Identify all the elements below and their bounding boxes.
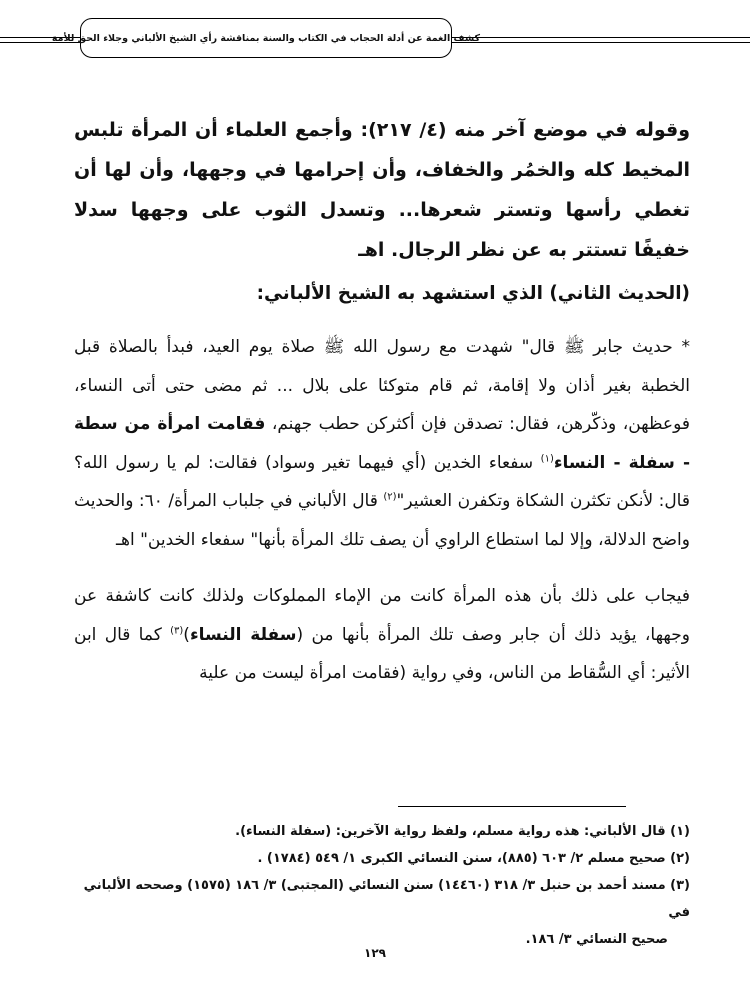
paragraph-hadith [74, 328, 690, 559]
book-title: كشف الغمة عن أدلة الحجاب في الكتاب والسنة بمناقشة رأي الشيخ الألباني وجلاء الحق للأمة [51, 32, 481, 44]
response-text-2: ) [183, 624, 190, 645]
header-rule-right [452, 37, 750, 38]
footnote-3: (٣) مسند أحمد بن حنبل ٣/ ٣١٨ (١٤٤٦٠) سنن النسائي (المجتبى) ٣/ ١٨٦ (١٥٧٥) وصححه الألباني في [83, 878, 690, 920]
main-text [74, 110, 690, 693]
footnote-ref-2[interactable]: (٢) [383, 491, 397, 503]
running-header [51, 18, 481, 58]
paragraph-response [74, 577, 690, 693]
paragraph-quote: وقوله في موضع آخر منه (٤/ ٢١٧): وأجمع العلماء أن المرأة تلبس المخيط كله والخمُر والخفاف، وأن إحرامها في وجهها، وأن لها أن تغطي رأسها وتستر شعرها... وتسدل الثوب على وجهها سدلا خفيفًا تستتر به عن نظر الرجال. اهـ [74, 119, 691, 261]
hadith-bold: فقامت امرأة من سطة - سفلة - النساء [74, 414, 690, 473]
page-number: ١٢٩ [364, 946, 386, 960]
header-rule-right-thin [452, 42, 750, 43]
hadith-text-1: * حديث جابر ﷺ قال" شهدت مع رسول الله ﷺ صلاة يوم العيد، فبدأ بالصلاة قبل الخطبة بغير أذان ولا إقامة، ثم قام متوكئا على بلال ... ثم مضى حتى أتى النساء، فوعظهن، وذكّرهن، فقال: تصدقن فإن أكثركن حطب جهنم، [74, 337, 690, 434]
footnotes [74, 818, 690, 953]
response-text-3: كما قال ابن الأثير: أي السُّقاط من الناس، وفي رواية (فقامت امرأة ليست من علية [74, 624, 690, 683]
footnote-2: (٢) صحيح مسلم ٢/ ٦٠٣ (٨٨٥)، سنن النسائي الكبرى ١/ ٥٤٩ (١٧٨٤) . [257, 851, 690, 866]
footnote-separator [398, 806, 626, 807]
footnote-ref-3[interactable]: (٣) [170, 624, 184, 636]
footnote-3-continued: صحيح النسائي ٣/ ١٨٦. [525, 932, 668, 947]
hadith-text-2: سفعاء الخدين (أي فيهما تغير وسواد) فقالت: لم يا رسول الله؟ قال: لأنكن تكثرن الشكاة وتكفرن العشير" [74, 452, 690, 511]
response-bold: سفلة النساء [189, 624, 297, 645]
footnote-ref-1[interactable]: (١) [540, 452, 554, 464]
footnote-1: (١) قال الألباني: هذه رواية مسلم، ولفظ رواية الآخرين: (سفلة النساء). [235, 824, 690, 839]
section-heading: (الحديث الثاني) الذي استشهد به الشيخ الألباني: [256, 283, 690, 304]
hadith-text-3: قال الألباني في جلباب المرأة/ ٦٠: والحديث واضح الدلالة، وإلا لما استطاع الراوي أن يصف تلك المرأة بأنها" سفعاء الخدين" اهـ [74, 491, 690, 550]
response-text-1: فيجاب على ذلك بأن هذه المرأة كانت من الإماء المملوكات ولذلك كانت كاشفة عن وجهها، يؤيد ذلك أن جابر وصف تلك المرأة بأنها من ( [74, 586, 690, 645]
